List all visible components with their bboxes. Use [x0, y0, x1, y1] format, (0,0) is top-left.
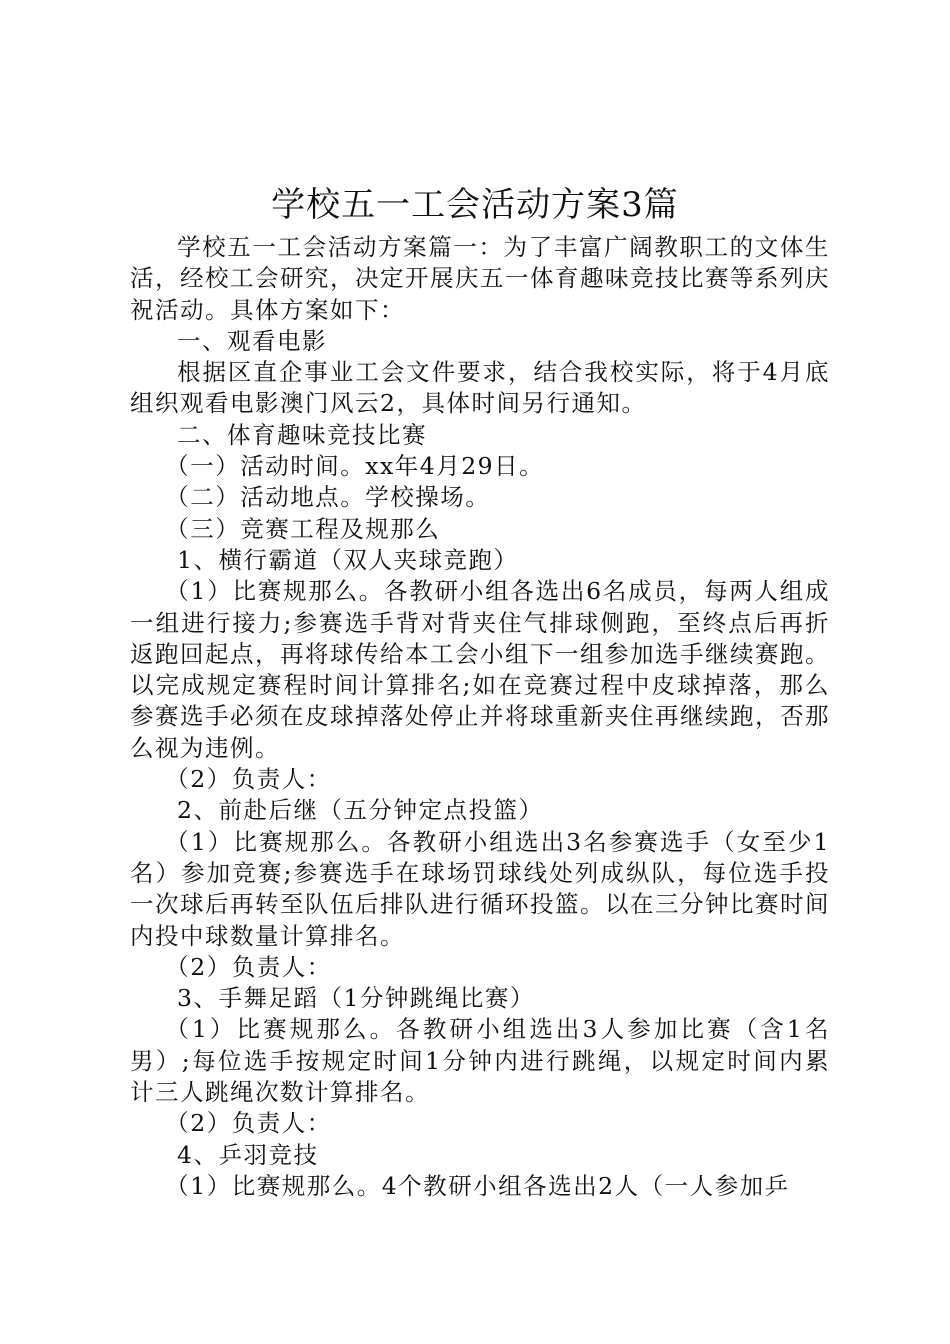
paragraph-movie: 根据区直企事业工会文件要求，结合我校实际，将于4月底组织观看电影澳门风云2，具体时间另行通知。	[130, 358, 830, 418]
document-title: 学校五一工会活动方案3篇	[271, 185, 679, 225]
event-heading-2: 2、前赴后继（五分钟定点投篮）	[177, 796, 544, 825]
event-rules-3: （1）比赛规那么。各教研小组选出3人参加比赛（含1名男）;每位选手按规定时间1分钟内进行跳绳，以规定时间内累计三人跳绳次数计算排名。	[130, 1015, 830, 1107]
event-heading-3: 3、手舞足蹈（1分钟跳绳比赛）	[177, 984, 535, 1013]
paragraph-time: （一）活动时间。xx年4月29日。	[165, 452, 545, 481]
paragraph-intro: 学校五一工会活动方案篇一：为了丰富广阔教职工的文体生活，经校工会研究，决定开展庆五一体育趣味竞技比赛等系列庆祝活动。具体方案如下：	[130, 233, 830, 324]
paragraph-events-heading: （三）竞赛工程及规那么	[165, 514, 441, 543]
event-owner-2: （2）负责人：	[165, 952, 332, 981]
paragraph-location: （二）活动地点。学校操场。	[165, 483, 491, 512]
event-rules-1: （1）比赛规那么。各教研小组各选出6名成员，每两人组成一组进行接力;参赛选手背对背夹住气排球侧跑，至终点后再折返跑回起点，再将球传给本工会小组下一组参加选手继续赛跑。以完成规定赛程时间计算排名;如在竞赛过程中皮球掉落，那么参赛选手必须在皮球掉落处停止并将球重新夹住再继续跑，否那么视为违例。	[130, 577, 830, 762]
event-heading-1: 1、横行霸道（双人夹球竞跑）	[177, 545, 519, 574]
document-body	[130, 232, 830, 1202]
section-heading-movie: 一、观看电影	[177, 326, 327, 355]
event-heading-4: 4、乒羽竞技	[177, 1140, 319, 1169]
event-rules-2: （1）比赛规那么。各教研小组选出3名参赛选手（女至少1名）参加竞赛;参赛选手在球场罚球线处列成纵队，每位选手投一次球后再转至队伍后排队进行循环投篮。以在三分钟比赛时间内投中球数量计算排名。	[130, 827, 830, 950]
section-heading-sports: 二、体育趣味竞技比赛	[177, 420, 427, 449]
event-owner-1: （2）负责人：	[165, 765, 332, 794]
event-rules-4: （1）比赛规那么。4个教研小组各选出2人（一人参加乒	[165, 1171, 790, 1200]
event-owner-3: （2）负责人：	[165, 1109, 332, 1138]
